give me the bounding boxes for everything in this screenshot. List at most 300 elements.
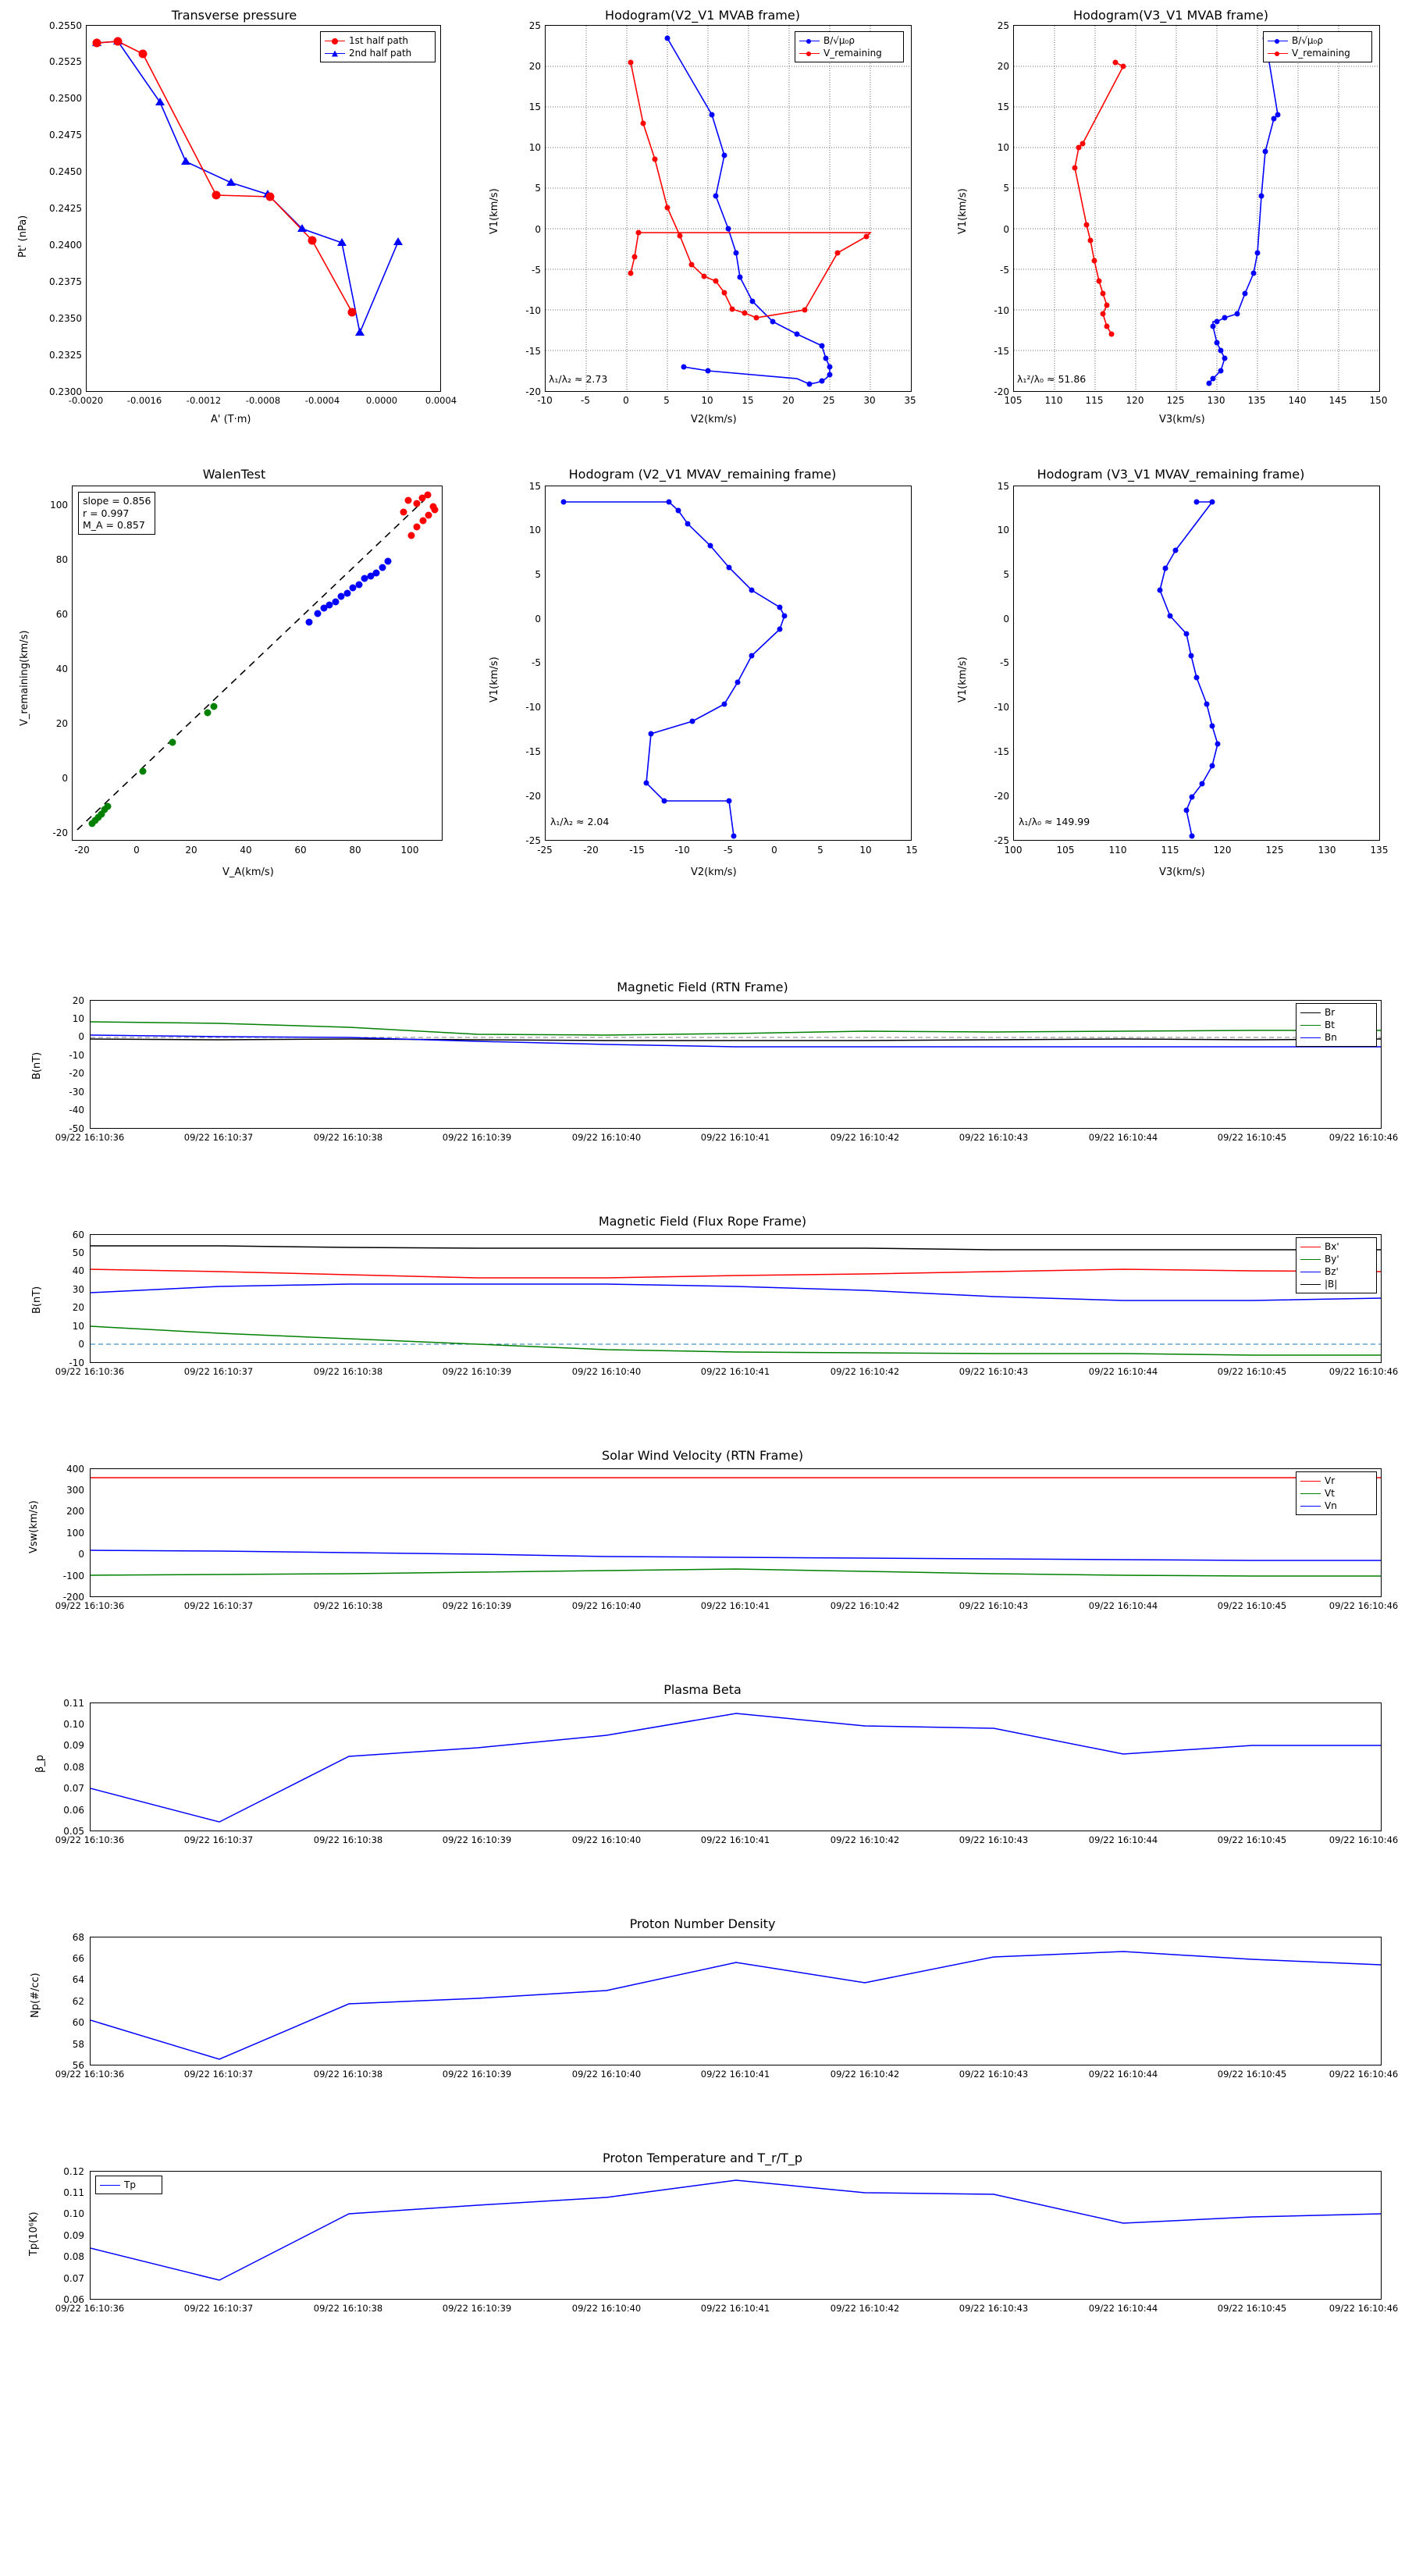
series-bx — [91, 1269, 1381, 1278]
x-tick: 30 — [863, 395, 876, 406]
x-tick: 80 — [349, 845, 361, 856]
x-tick: 09/22 16:10:39 — [442, 2303, 512, 2314]
y-tick: -200 — [62, 1592, 84, 1603]
x-tick: 09/22 16:10:40 — [571, 1834, 642, 1845]
legend-label: Vn — [1325, 1500, 1337, 1511]
y-tick: 5 — [535, 569, 541, 580]
plot-area-magnetic-field-rtn — [90, 1000, 1382, 1129]
legend-rtn — [1296, 1003, 1377, 1047]
y-tick: 20 — [72, 1302, 84, 1313]
series-by — [91, 1326, 1381, 1355]
x-tick: 09/22 16:10:43 — [959, 1366, 1029, 1377]
x-tick: 09/22 16:10:41 — [700, 2069, 770, 2080]
markers-v-remaining — [1072, 60, 1126, 337]
plot-area-proton-number-density — [90, 1937, 1382, 2065]
x-tick: 09/22 16:10:42 — [830, 1366, 900, 1377]
x-tick: 09/22 16:10:36 — [55, 2303, 125, 2314]
x-tick: -20 — [583, 845, 599, 856]
y-tick: -20 — [69, 1068, 84, 1079]
legend-row — [1300, 1253, 1372, 1265]
panel-title: Hodogram (V3_V1 MVAV_remaining frame) — [1037, 467, 1305, 482]
x-tick: -5 — [581, 395, 590, 406]
y-tick: 5 — [1003, 569, 1009, 580]
legend-label: Tp — [124, 2179, 136, 2190]
x-tick: 115 — [1161, 845, 1179, 856]
y-tick: 0.2375 — [49, 276, 82, 287]
y-tick: 0.12 — [63, 2166, 84, 2177]
x-tick: 100 — [1004, 845, 1023, 856]
y-tick: 15 — [528, 101, 541, 112]
x-tick: 09/22 16:10:41 — [700, 1834, 770, 1845]
plot-svg — [91, 1703, 1381, 1831]
x-tick: 125 — [1265, 845, 1284, 856]
walen-r: r = 0.997 — [83, 507, 130, 519]
x-tick: 09/22 16:10:36 — [55, 1366, 125, 1377]
x-tick: 09/22 16:10:37 — [183, 1132, 254, 1143]
eigenvalue-annotation: λ₁/λ₀ ≈ 149.99 — [1019, 816, 1090, 827]
x-tick: 115 — [1085, 395, 1104, 406]
y-tick: 0 — [78, 1549, 84, 1560]
series-trajectory — [1160, 502, 1218, 836]
y-tick: 100 — [50, 500, 68, 511]
y-tick: 0 — [78, 1031, 84, 1042]
x-tick: 09/22 16:10:41 — [700, 1366, 770, 1377]
x-tick: 09/22 16:10:42 — [830, 1834, 900, 1845]
x-tick: 09/22 16:10:41 — [700, 1132, 770, 1143]
legend-row — [1300, 1019, 1372, 1031]
x-tick: 09/22 16:10:36 — [55, 2069, 125, 2080]
walen-ma: M_A = 0.857 — [83, 519, 145, 532]
y-tick: -10 — [525, 702, 541, 713]
x-tick: 120 — [1126, 395, 1144, 406]
y-tick: 200 — [66, 1506, 84, 1517]
y-tick: -100 — [62, 1571, 84, 1582]
panel-title: Magnetic Field (Flux Rope Frame) — [598, 1214, 807, 1229]
y-tick: 15 — [528, 481, 541, 492]
y-tick: 10 — [528, 142, 541, 153]
y-tick: 0 — [535, 614, 541, 624]
y-tick: -20 — [52, 827, 68, 838]
legend-label: V_remaining — [1292, 48, 1350, 59]
y-tick: 10 — [72, 1321, 84, 1332]
x-tick: 105 — [1056, 845, 1075, 856]
y-tick: -15 — [994, 346, 1009, 357]
y-tick: 400 — [66, 1464, 84, 1475]
series-vn — [91, 1550, 1381, 1560]
x-tick: 09/22 16:10:42 — [830, 2303, 900, 2314]
x-tick: -0.0016 — [126, 395, 162, 406]
y-axis-label: V_remaining(km/s) — [19, 630, 30, 726]
x-tick: 145 — [1329, 395, 1347, 406]
y-tick: 0 — [1003, 224, 1009, 235]
x-tick: 09/22 16:10:40 — [571, 1366, 642, 1377]
legend-label: By' — [1325, 1254, 1339, 1265]
x-axis-label: V3(km/s) — [1159, 866, 1205, 878]
legend-label: B/√μ₀ρ — [823, 35, 855, 46]
x-tick: 10 — [859, 845, 872, 856]
y-tick: -30 — [69, 1087, 84, 1098]
y-tick: 10 — [72, 1013, 84, 1024]
x-tick: 20 — [185, 845, 197, 856]
x-tick: 09/22 16:10:44 — [1088, 1834, 1158, 1845]
legend-vsw — [1296, 1471, 1377, 1515]
x-tick: -25 — [537, 845, 553, 856]
y-tick: 0.07 — [63, 2273, 84, 2284]
x-tick: -15 — [629, 845, 645, 856]
x-tick: 09/22 16:10:42 — [830, 1132, 900, 1143]
panel-title: Transverse pressure — [171, 8, 297, 23]
plot-area-transverse-pressure — [86, 25, 441, 392]
x-tick: 40 — [240, 845, 252, 856]
panel-title: Hodogram (V2_V1 MVAV_remaining frame) — [568, 467, 837, 482]
x-tick: 09/22 16:10:46 — [1329, 1834, 1399, 1845]
y-tick: 0.2400 — [49, 240, 82, 251]
y-tick: 25 — [528, 20, 541, 31]
y-tick: 0.08 — [63, 2251, 84, 2262]
legend-label: Vt — [1325, 1488, 1335, 1499]
y-tick: 10 — [997, 142, 1009, 153]
y-tick: -5 — [1000, 265, 1009, 276]
y-tick: 0.2425 — [49, 203, 82, 214]
y-axis-label: V1(km/s) — [957, 656, 969, 703]
x-tick: 09/22 16:10:38 — [313, 1600, 383, 1611]
series-mid-group — [306, 558, 392, 626]
y-tick: 0 — [78, 1339, 84, 1350]
x-axis-label: V2(km/s) — [691, 414, 737, 425]
legend-row — [1300, 1500, 1372, 1512]
y-tick: 0.2300 — [49, 386, 82, 397]
plot-svg — [91, 2172, 1381, 2299]
y-tick: -10 — [69, 1357, 84, 1368]
plot-svg — [546, 486, 911, 840]
eigenvalue-annotation: λ₁/λ₂ ≈ 2.73 — [549, 373, 608, 385]
x-tick: 35 — [904, 395, 916, 406]
y-tick: 10 — [528, 525, 541, 535]
y-tick: 20 — [528, 61, 541, 72]
x-tick: 09/22 16:10:44 — [1088, 1366, 1158, 1377]
x-tick: 09/22 16:10:45 — [1217, 1600, 1287, 1611]
x-tick: 09/22 16:10:38 — [313, 2069, 383, 2080]
y-tick: -25 — [994, 835, 1009, 846]
x-tick: 5 — [817, 845, 823, 856]
plot-svg — [73, 486, 442, 840]
x-tick: -10 — [537, 395, 553, 406]
x-tick: 09/22 16:10:39 — [442, 1834, 512, 1845]
x-tick: 09/22 16:10:40 — [571, 1132, 642, 1143]
y-axis-label: B(nT) — [31, 1286, 43, 1314]
y-tick: -20 — [994, 386, 1009, 397]
y-tick: -15 — [525, 346, 541, 357]
panel-title: Magnetic Field (RTN Frame) — [617, 980, 788, 994]
x-tick: 10 — [701, 395, 713, 406]
x-tick: 09/22 16:10:39 — [442, 1132, 512, 1143]
y-axis-label: Vsw(km/s) — [28, 1500, 40, 1553]
series-v-remaining — [1075, 62, 1123, 334]
y-tick: 25 — [997, 20, 1009, 31]
legend-label: |B| — [1325, 1279, 1338, 1290]
y-tick: 0.2475 — [49, 130, 82, 141]
legend-label: 1st half path — [349, 35, 409, 46]
legend-row — [799, 47, 899, 59]
markers-trajectory — [1158, 500, 1221, 839]
x-tick: 09/22 16:10:37 — [183, 1600, 254, 1611]
y-tick: 0.2450 — [49, 166, 82, 177]
y-tick: 0.11 — [63, 2187, 84, 2198]
legend-label: Bz' — [1325, 1266, 1339, 1277]
x-tick: 09/22 16:10:43 — [959, 1834, 1029, 1845]
x-tick: 135 — [1247, 395, 1266, 406]
x-tick: 0.0000 — [365, 395, 398, 406]
y-tick: 20 — [55, 718, 68, 729]
x-tick: 09/22 16:10:43 — [959, 2303, 1029, 2314]
plot-svg — [91, 1937, 1381, 2065]
x-tick: 09/22 16:10:41 — [700, 2303, 770, 2314]
x-tick: -0.0008 — [245, 395, 281, 406]
y-tick: 0.06 — [63, 2294, 84, 2305]
panel-hodogram-v2v1-mvab — [468, 0, 937, 445]
x-tick: 09/22 16:10:43 — [959, 1132, 1029, 1143]
y-tick: -10 — [69, 1050, 84, 1061]
x-tick: 15 — [905, 845, 918, 856]
y-tick: 20 — [997, 61, 1009, 72]
series-vt — [91, 1569, 1381, 1576]
legend-tp — [95, 2176, 162, 2194]
y-tick: 50 — [72, 1247, 84, 1258]
legend-row — [1300, 1487, 1372, 1500]
x-tick: 09/22 16:10:42 — [830, 2069, 900, 2080]
plot-svg — [87, 26, 440, 391]
legend-label: Bt — [1325, 1019, 1335, 1030]
legend-row — [1300, 1265, 1372, 1278]
legend-hodogram-mvab — [1263, 31, 1372, 62]
markers-b-alfven — [1207, 36, 1281, 386]
y-tick: -50 — [69, 1123, 84, 1134]
markers-2nd-half-path — [92, 37, 403, 336]
y-tick: 0.11 — [63, 1698, 84, 1709]
x-tick: 09/22 16:10:44 — [1088, 2303, 1158, 2314]
y-axis-label: V1(km/s) — [957, 188, 969, 234]
y-tick: 0.2500 — [49, 93, 82, 104]
y-axis-label: β_p — [34, 1754, 46, 1773]
x-tick: 09/22 16:10:44 — [1088, 1600, 1158, 1611]
y-tick: 64 — [72, 1974, 84, 1985]
y-axis-label: Tp(10⁶K) — [28, 2211, 40, 2256]
panel-magnetic-field-flux-rope — [0, 1214, 1405, 1409]
x-tick: 130 — [1318, 845, 1336, 856]
panel-hodogram-v3v1-mvav — [937, 461, 1405, 898]
y-axis-label: V1(km/s) — [489, 188, 500, 234]
eigenvalue-annotation: λ₁²/λ₀ ≈ 51.86 — [1017, 373, 1087, 385]
markers-1st-half-path — [93, 37, 357, 317]
panel-title: Proton Number Density — [629, 1916, 776, 1931]
x-tick: 09/22 16:10:46 — [1329, 2303, 1399, 2314]
x-tick: 25 — [823, 395, 835, 406]
panel-walen-test — [0, 461, 468, 898]
x-tick: 09/22 16:10:44 — [1088, 2069, 1158, 2080]
x-tick: 09/22 16:10:45 — [1217, 1834, 1287, 1845]
plot-area-magnetic-field-flux-rope — [90, 1234, 1382, 1363]
x-tick: 09/22 16:10:45 — [1217, 2069, 1287, 2080]
series-bt — [91, 1022, 1381, 1035]
y-tick: 0.05 — [63, 1826, 84, 1837]
x-tick: 09/22 16:10:40 — [571, 2303, 642, 2314]
legend-row — [100, 2179, 158, 2191]
legend-label: V_remaining — [823, 48, 882, 59]
plot-area-hodogram-v2v1-mvab — [545, 25, 912, 392]
x-tick: 09/22 16:10:42 — [830, 1600, 900, 1611]
panel-plasma-beta — [0, 1682, 1405, 1877]
plot-svg — [91, 1001, 1381, 1128]
y-axis-label: V1(km/s) — [489, 656, 500, 703]
x-tick: 110 — [1044, 395, 1063, 406]
y-tick: 20 — [72, 995, 84, 1006]
x-tick: -10 — [674, 845, 690, 856]
y-tick: -15 — [994, 746, 1009, 757]
x-tick: 09/22 16:10:46 — [1329, 2069, 1399, 2080]
y-tick: -10 — [994, 702, 1009, 713]
y-tick: 0 — [62, 773, 68, 784]
y-tick: 40 — [72, 1265, 84, 1276]
x-tick: -0.0004 — [304, 395, 340, 406]
x-tick: -20 — [74, 845, 90, 856]
x-tick: 09/22 16:10:44 — [1088, 1132, 1158, 1143]
y-tick: 60 — [55, 609, 68, 620]
series-high-group — [400, 492, 439, 539]
x-tick: 09/22 16:10:38 — [313, 1132, 383, 1143]
plot-area-hodogram-v3v1-mvab — [1013, 25, 1380, 392]
series-1st-half-path — [97, 41, 352, 312]
panel-proton-number-density — [0, 1916, 1405, 2112]
x-tick: 09/22 16:10:46 — [1329, 1366, 1399, 1377]
x-tick: 100 — [400, 845, 419, 856]
y-tick: 40 — [55, 664, 68, 674]
plot-area-walen-test — [72, 486, 443, 841]
legend-row — [1300, 1006, 1372, 1019]
y-tick: -40 — [69, 1105, 84, 1115]
eigenvalue-annotation: λ₁/λ₂ ≈ 2.04 — [550, 816, 610, 827]
x-tick: 0 — [771, 845, 777, 856]
y-tick: 10 — [997, 525, 1009, 535]
legend-row — [1268, 47, 1368, 59]
y-tick: 58 — [72, 2039, 84, 2050]
y-tick: 100 — [66, 1528, 84, 1539]
x-tick: 140 — [1288, 395, 1307, 406]
x-tick: 09/22 16:10:38 — [313, 1834, 383, 1845]
x-tick: 125 — [1166, 395, 1185, 406]
series-trajectory — [564, 502, 784, 836]
x-tick: 09/22 16:10:39 — [442, 2069, 512, 2080]
legend-row — [1300, 1278, 1372, 1290]
y-tick: -25 — [525, 835, 541, 846]
x-tick: 09/22 16:10:40 — [571, 1600, 642, 1611]
y-tick: -15 — [525, 746, 541, 757]
legend-row — [325, 34, 431, 47]
y-tick: 0.07 — [63, 1783, 84, 1794]
series-np — [91, 1952, 1381, 2059]
y-tick: -10 — [525, 305, 541, 316]
x-tick: 09/22 16:10:37 — [183, 1366, 254, 1377]
x-tick: 09/22 16:10:38 — [313, 2303, 383, 2314]
legend-row — [1300, 1475, 1372, 1487]
y-tick: 66 — [72, 1953, 84, 1964]
y-tick: -20 — [994, 791, 1009, 802]
y-tick: 0.2550 — [49, 20, 82, 31]
legend-row — [1300, 1240, 1372, 1253]
series-tp — [91, 2180, 1381, 2280]
plot-svg — [1014, 26, 1379, 391]
walen-stats-box — [78, 492, 155, 535]
x-axis-label: V3(km/s) — [1159, 414, 1205, 425]
x-tick: 20 — [782, 395, 795, 406]
x-tick: -0.0020 — [68, 395, 104, 406]
x-tick: 15 — [742, 395, 754, 406]
y-axis-label: Pt' (nPa) — [17, 215, 29, 258]
x-tick: 135 — [1370, 845, 1389, 856]
x-tick: 60 — [294, 845, 307, 856]
legend-transverse — [320, 31, 436, 62]
plot-area-solar-wind-velocity-rtn — [90, 1468, 1382, 1597]
series-2nd-half-path — [97, 41, 398, 333]
plot-svg — [1014, 486, 1379, 840]
y-tick: -10 — [994, 305, 1009, 316]
x-tick: -5 — [724, 845, 733, 856]
x-tick: 0 — [133, 845, 140, 856]
x-tick: 09/22 16:10:37 — [183, 2069, 254, 2080]
x-tick: 09/22 16:10:37 — [183, 2303, 254, 2314]
y-tick: 0.09 — [63, 1740, 84, 1751]
panel-title: Hodogram(V2_V1 MVAB frame) — [605, 8, 800, 23]
y-tick: 0.06 — [63, 1805, 84, 1816]
panel-title: Proton Temperature and T_r/T_p — [603, 2151, 802, 2165]
panel-title: Plasma Beta — [663, 1682, 742, 1697]
panel-title: Hodogram(V3_V1 MVAB frame) — [1073, 8, 1268, 23]
y-tick: 0.2350 — [49, 313, 82, 324]
x-tick: 09/22 16:10:40 — [571, 2069, 642, 2080]
x-tick: 09/22 16:10:36 — [55, 1132, 125, 1143]
x-axis-label: V_A(km/s) — [222, 866, 274, 878]
panel-transverse-pressure — [0, 0, 468, 445]
x-tick: 09/22 16:10:39 — [442, 1366, 512, 1377]
x-tick: 09/22 16:10:46 — [1329, 1600, 1399, 1611]
fit-line — [77, 500, 424, 830]
series-low-group — [89, 703, 218, 827]
plot-area-hodogram-v2v1-mvav — [545, 486, 912, 841]
y-tick: 30 — [72, 1284, 84, 1295]
y-tick: 62 — [72, 1996, 84, 2007]
plot-area-hodogram-v3v1-mvav — [1013, 486, 1380, 841]
y-tick: 60 — [72, 1229, 84, 1240]
x-tick: -0.0012 — [186, 395, 222, 406]
y-tick: 5 — [1003, 183, 1009, 194]
y-tick: 0.10 — [63, 2208, 84, 2219]
legend-row — [799, 34, 899, 47]
plot-svg — [91, 1235, 1381, 1362]
x-tick: 09/22 16:10:43 — [959, 1600, 1029, 1611]
legend-label: Br — [1325, 1007, 1336, 1018]
x-tick: 09/22 16:10:45 — [1217, 2303, 1287, 2314]
y-tick: -20 — [525, 791, 541, 802]
series-b-alfven — [1209, 38, 1278, 383]
panel-hodogram-v3v1-mvab — [937, 0, 1405, 445]
legend-label: B/√μ₀ρ — [1292, 35, 1323, 46]
panel-title: WalenTest — [202, 467, 266, 482]
y-tick: 0.10 — [63, 1719, 84, 1730]
y-tick: 300 — [66, 1485, 84, 1496]
x-tick: 09/22 16:10:45 — [1217, 1366, 1287, 1377]
x-tick: 130 — [1207, 395, 1225, 406]
x-tick: 110 — [1108, 845, 1127, 856]
legend-label: 2nd half path — [349, 48, 412, 59]
